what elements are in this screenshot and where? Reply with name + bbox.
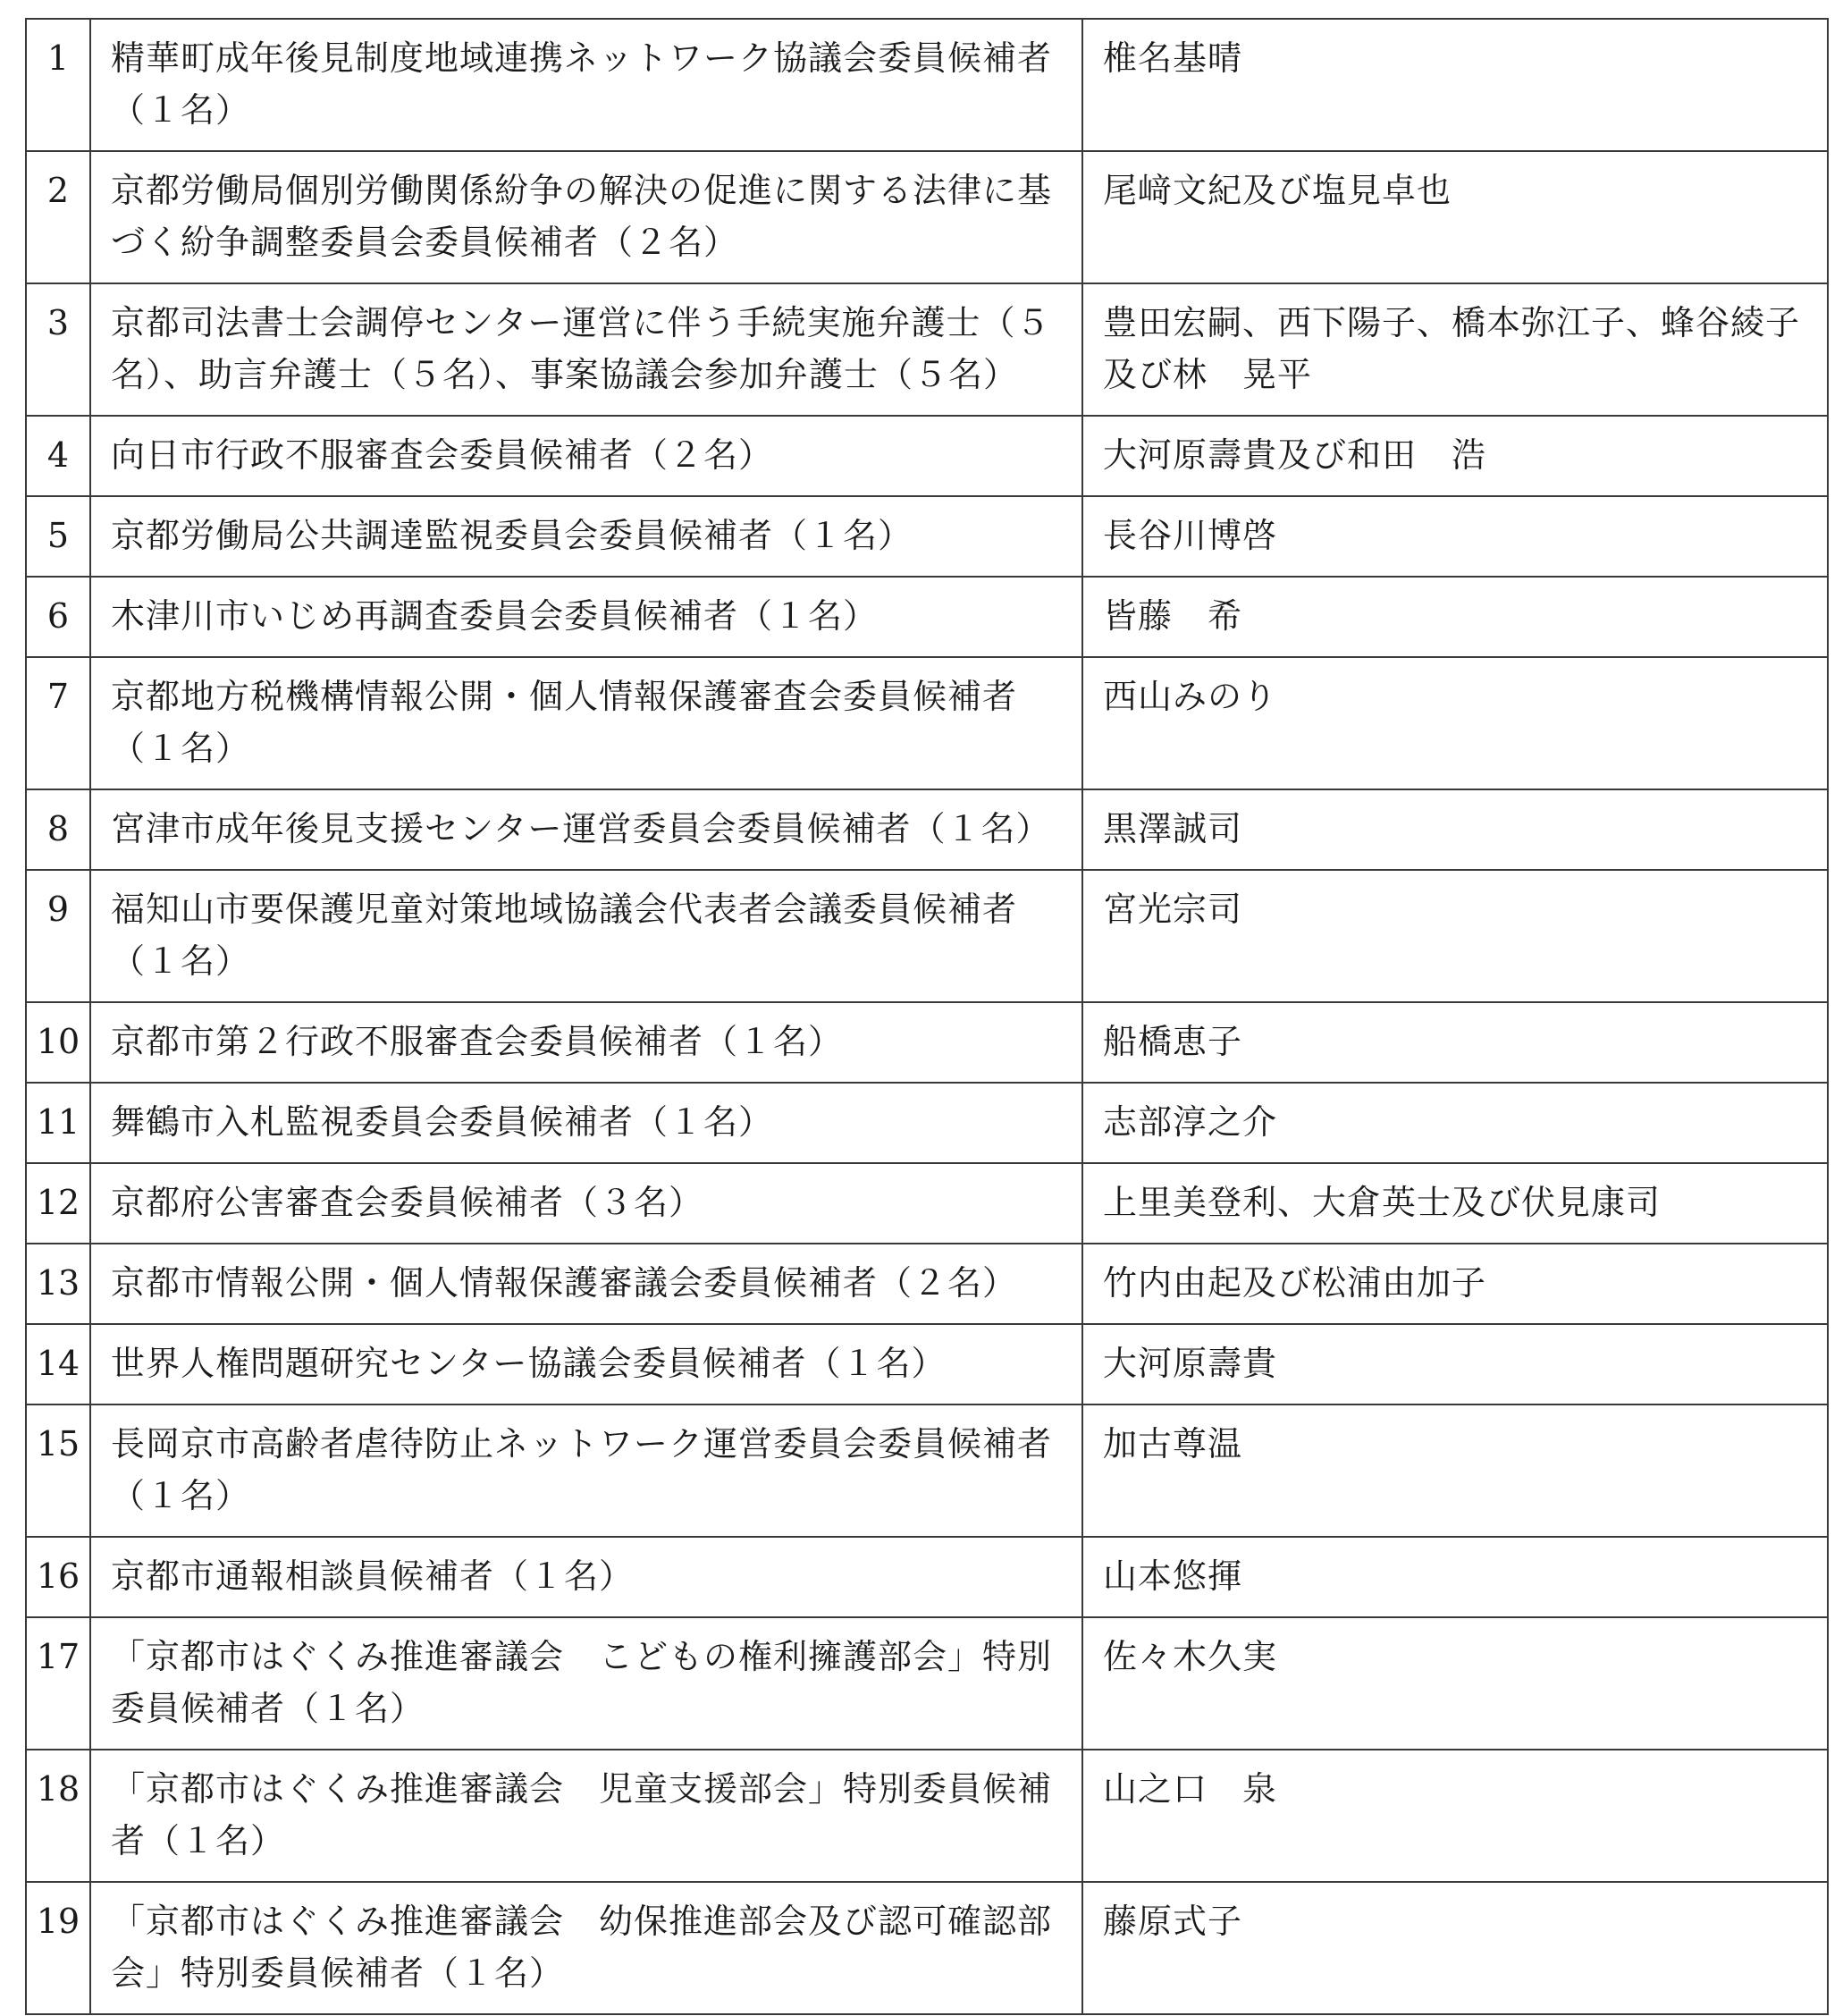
committee-cell: 「京都市はぐくみ推進審議会 児童支援部会」特別委員候補者（１名） bbox=[90, 1750, 1082, 1882]
row-number: 7 bbox=[26, 657, 90, 789]
committee-cell: 京都地方税機構情報公開・個人情報保護審査会委員候補者（１名） bbox=[90, 657, 1082, 789]
committee-cell: 京都市通報相談員候補者（１名） bbox=[90, 1537, 1082, 1617]
committee-cell: 京都労働局公共調達監視委員会委員候補者（１名） bbox=[90, 496, 1082, 577]
table-row bbox=[26, 1537, 1828, 1617]
committee-cell: 舞鶴市入札監視委員会委員候補者（１名） bbox=[90, 1083, 1082, 1163]
table-row bbox=[26, 1404, 1828, 1537]
candidates-cell: 黒澤誠司 bbox=[1082, 789, 1828, 870]
row-number: 14 bbox=[26, 1324, 90, 1404]
candidates-cell: 大河原壽貴 bbox=[1082, 1324, 1828, 1404]
committee-cell: 世界人権問題研究センター協議会委員候補者（１名） bbox=[90, 1324, 1082, 1404]
table-row bbox=[26, 416, 1828, 496]
table-row bbox=[26, 1083, 1828, 1163]
row-number: 4 bbox=[26, 416, 90, 496]
candidates-cell: 豊田宏嗣、西下陽子、橋本弥江子、蜂谷綾子及び林 晃平 bbox=[1082, 283, 1828, 416]
row-number: 2 bbox=[26, 151, 90, 283]
committee-cell: 木津川市いじめ再調査委員会委員候補者（１名） bbox=[90, 577, 1082, 657]
table-row bbox=[26, 1617, 1828, 1750]
candidates-cell: 藤原式子 bbox=[1082, 1882, 1828, 2014]
row-number: 8 bbox=[26, 789, 90, 870]
candidates-cell: 長谷川博啓 bbox=[1082, 496, 1828, 577]
row-number: 5 bbox=[26, 496, 90, 577]
row-number: 19 bbox=[26, 1882, 90, 2014]
table-row bbox=[26, 283, 1828, 416]
table-row bbox=[26, 151, 1828, 283]
committee-cell: 精華町成年後見制度地域連携ネットワーク協議会委員候補者（１名） bbox=[90, 19, 1082, 151]
row-number: 11 bbox=[26, 1083, 90, 1163]
committee-cell: 京都府公害審査会委員候補者（３名） bbox=[90, 1163, 1082, 1244]
candidates-cell: 山本悠揮 bbox=[1082, 1537, 1828, 1617]
candidates-cell: 宮光宗司 bbox=[1082, 870, 1828, 1002]
table-row bbox=[26, 870, 1828, 1002]
committee-cell: 京都市第２行政不服審査会委員候補者（１名） bbox=[90, 1002, 1082, 1083]
committee-cell: 「京都市はぐくみ推進審議会 幼保推進部会及び認可確認部会」特別委員候補者（１名） bbox=[90, 1882, 1082, 2014]
candidates-cell: 西山みのり bbox=[1082, 657, 1828, 789]
candidates-cell: 竹内由起及び松浦由加子 bbox=[1082, 1244, 1828, 1324]
row-number: 9 bbox=[26, 870, 90, 1002]
row-number: 18 bbox=[26, 1750, 90, 1882]
row-number: 10 bbox=[26, 1002, 90, 1083]
candidates-cell: 大河原壽貴及び和田 浩 bbox=[1082, 416, 1828, 496]
committee-cell: 長岡京市高齢者虐待防止ネットワーク運営委員会委員候補者（１名） bbox=[90, 1404, 1082, 1537]
table-row bbox=[26, 577, 1828, 657]
committee-cell: 宮津市成年後見支援センター運営委員会委員候補者（１名） bbox=[90, 789, 1082, 870]
row-number: 3 bbox=[26, 283, 90, 416]
row-number: 16 bbox=[26, 1537, 90, 1617]
committee-cell: 京都司法書士会調停センター運営に伴う手続実施弁護士（５名）、助言弁護士（５名）、事案協議会参加弁護士（５名） bbox=[90, 283, 1082, 416]
committee-cell: 向日市行政不服審査会委員候補者（２名） bbox=[90, 416, 1082, 496]
candidate-table bbox=[25, 18, 1829, 2015]
committee-cell: 福知山市要保護児童対策地域協議会代表者会議委員候補者（１名） bbox=[90, 870, 1082, 1002]
candidates-cell: 皆藤 希 bbox=[1082, 577, 1828, 657]
table-row bbox=[26, 1002, 1828, 1083]
row-number: 6 bbox=[26, 577, 90, 657]
table-row bbox=[26, 657, 1828, 789]
row-number: 13 bbox=[26, 1244, 90, 1324]
candidates-cell: 山之口 泉 bbox=[1082, 1750, 1828, 1882]
candidates-cell: 志部淳之介 bbox=[1082, 1083, 1828, 1163]
table-row bbox=[26, 1163, 1828, 1244]
table-row bbox=[26, 1324, 1828, 1404]
table-row bbox=[26, 19, 1828, 151]
table-row bbox=[26, 496, 1828, 577]
committee-cell: 京都労働局個別労働関係紛争の解決の促進に関する法律に基づく紛争調整委員会委員候補者（２名） bbox=[90, 151, 1082, 283]
candidates-cell: 船橋恵子 bbox=[1082, 1002, 1828, 1083]
candidates-cell: 加古尊温 bbox=[1082, 1404, 1828, 1537]
committee-cell: 京都市情報公開・個人情報保護審議会委員候補者（２名） bbox=[90, 1244, 1082, 1324]
row-number: 1 bbox=[26, 19, 90, 151]
candidates-cell: 上里美登利、大倉英士及び伏見康司 bbox=[1082, 1163, 1828, 1244]
row-number: 12 bbox=[26, 1163, 90, 1244]
table-row bbox=[26, 789, 1828, 870]
row-number: 15 bbox=[26, 1404, 90, 1537]
candidates-cell: 佐々木久実 bbox=[1082, 1617, 1828, 1750]
table-row bbox=[26, 1882, 1828, 2014]
candidates-cell: 尾﨑文紀及び塩見卓也 bbox=[1082, 151, 1828, 283]
row-number: 17 bbox=[26, 1617, 90, 1750]
table-row bbox=[26, 1750, 1828, 1882]
candidates-cell: 椎名基晴 bbox=[1082, 19, 1828, 151]
table-row bbox=[26, 1244, 1828, 1324]
committee-cell: 「京都市はぐくみ推進審議会 こどもの権利擁護部会」特別委員候補者（１名） bbox=[90, 1617, 1082, 1750]
